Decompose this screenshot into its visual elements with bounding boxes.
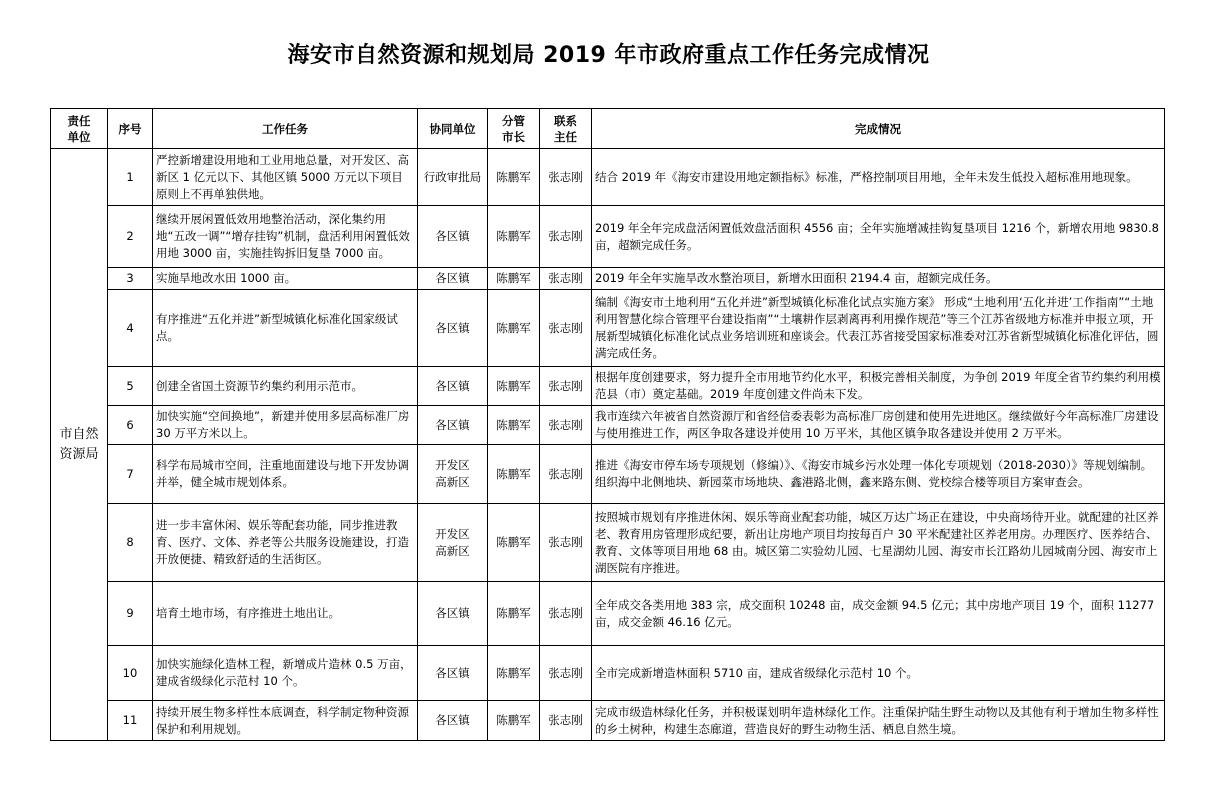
row-coop: 各区镇 bbox=[418, 206, 488, 268]
table-row bbox=[51, 646, 1165, 701]
row-coop: 行政审批局 bbox=[418, 149, 488, 206]
row-result: 我市连续六年被省自然资源厅和省经信委表彰为高标准厂房创建和使用先进地区。继续做好今年高标准厂房建设与使用推进工作，两区争取各建设并使用 10 万平米，其他区镇争取各建设并使用 2 万平米。 bbox=[592, 406, 1165, 445]
row-coop: 各区镇 bbox=[418, 367, 488, 406]
row-result: 完成市级造林绿化任务，并积极谋划明年造林绿化工作。注重保护陆生野生动物以及其他有利于增加生物多样性的乡土树种，构建生态廊道，营造良好的野生动物生活、栖息自然生境。 bbox=[592, 701, 1165, 741]
header-no: 序号 bbox=[108, 109, 153, 149]
task-table bbox=[50, 108, 1165, 741]
row-mayor: 陈鹏军 bbox=[488, 701, 540, 741]
row-result: 全年成交各类用地 383 宗，成交面积 10248 亩，成交金额 94.5 亿元；其中房地产项目 19 个，面积 11277 亩，成交金额 46.16 亿元。 bbox=[592, 582, 1165, 646]
row-no: 6 bbox=[108, 406, 153, 445]
table-row bbox=[51, 367, 1165, 406]
row-mayor: 陈鹏军 bbox=[488, 268, 540, 290]
row-no: 10 bbox=[108, 646, 153, 701]
row-task: 严控新增建设用地和工业用地总量，对开发区、高新区 1 亿元以下、其他区镇 5000 万元以下项目原则上不再单独供地。 bbox=[153, 149, 418, 206]
responsible-unit-cell: 市自然资源局 bbox=[51, 149, 108, 741]
row-mayor: 陈鹏军 bbox=[488, 646, 540, 701]
row-contact: 张志刚 bbox=[540, 367, 592, 406]
row-mayor: 陈鹏军 bbox=[488, 149, 540, 206]
header-mayor: 分管 市长 bbox=[488, 109, 540, 149]
row-result: 全市完成新增造林面积 5710 亩，建成省级绿化示范村 10 个。 bbox=[592, 646, 1165, 701]
table-row bbox=[51, 582, 1165, 646]
row-task: 加快实施“空间换地”，新建并使用多层高标准厂房 30 万平方米以上。 bbox=[153, 406, 418, 445]
row-result: 推进《海安市停车场专项规划（修编）》、《海安市城乡污水处理一体化专项规划（2018-2030）》等规划编制。组织海中北侧地块、新园菜市场地块、鑫港路北侧，鑫来路东侧、党校综合楼等项目方案审查会。 bbox=[592, 445, 1165, 504]
row-no: 11 bbox=[108, 701, 153, 741]
row-coop: 开发区 高新区 bbox=[418, 445, 488, 504]
row-no: 2 bbox=[108, 206, 153, 268]
row-no: 8 bbox=[108, 504, 153, 582]
table-row bbox=[51, 290, 1165, 367]
row-task: 有序推进“五化并进”新型城镇化标准化国家级试点。 bbox=[153, 290, 418, 367]
row-contact: 张志刚 bbox=[540, 290, 592, 367]
row-contact: 张志刚 bbox=[540, 582, 592, 646]
row-task: 培育土地市场，有序推进土地出让。 bbox=[153, 582, 418, 646]
row-result: 2019 年全年实施旱改水整治项目，新增水田面积 2194.4 亩，超额完成任务。 bbox=[592, 268, 1165, 290]
table-row bbox=[51, 206, 1165, 268]
row-result: 2019 年全年完成盘活闲置低效盘活面积 4556 亩；全年实施增减挂钩复垦项目 1216 个，新增农用地 9830.8 亩，超额完成任务。 bbox=[592, 206, 1165, 268]
table-row bbox=[51, 406, 1165, 445]
row-result: 按照城市规划有序推进休闲、娱乐等商业配套功能，城区万达广场正在建设，中央商场待开业。就配建的社区养老、教育用房管理形成纪要，新出让房地产项目均按每百户 30 平米配建社区养老用房。办理医疗、医养结合、教育、文体等项目用地 68 由。城区第二实验幼儿园、七星湖幼儿园、海安市长江路幼儿园城南分园、海安市上湖医院有序推进。 bbox=[592, 504, 1165, 582]
page-title: 海安市自然资源和规划局 2019 年市政府重点工作任务完成情况 bbox=[287, 43, 930, 68]
row-coop: 各区镇 bbox=[418, 406, 488, 445]
row-coop: 开发区 高新区 bbox=[418, 504, 488, 582]
row-no: 1 bbox=[108, 149, 153, 206]
row-mayor: 陈鹏军 bbox=[488, 367, 540, 406]
row-coop: 各区镇 bbox=[418, 646, 488, 701]
row-contact: 张志刚 bbox=[540, 504, 592, 582]
row-contact: 张志刚 bbox=[540, 149, 592, 206]
row-task: 加快实施绿化造林工程，新增成片造林 0.5 万亩，建成省级绿化示范村 10 个。 bbox=[153, 646, 418, 701]
row-mayor: 陈鹏军 bbox=[488, 504, 540, 582]
row-no: 4 bbox=[108, 290, 153, 367]
row-contact: 张志刚 bbox=[540, 206, 592, 268]
row-mayor: 陈鹏军 bbox=[488, 445, 540, 504]
row-coop: 各区镇 bbox=[418, 582, 488, 646]
row-coop: 各区镇 bbox=[418, 268, 488, 290]
header-unit: 责任 单位 bbox=[51, 109, 108, 149]
row-contact: 张志刚 bbox=[540, 701, 592, 741]
row-task: 实施旱地改水田 1000 亩。 bbox=[153, 268, 418, 290]
row-mayor: 陈鹏军 bbox=[488, 290, 540, 367]
row-result: 编制《海安市土地利用“五化并进”新型城镇化标准化试点实施方案》 形成“土地利用‘五化并进’工作指南”“土地利用智慧化综合管理平台建设指南”“土壤耕作层剥离再利用操作规范”等三个江苏省级地方标准并申报立项，开展新型城镇化标准化试点业务培训班和座谈会。代表江苏省接受国家标准委对江苏省新型城镇化标准化评估，圆满完成任务。 bbox=[592, 290, 1165, 367]
row-coop: 各区镇 bbox=[418, 290, 488, 367]
row-task: 进一步丰富休闲、娱乐等配套功能，同步推进教育、医疗、文体、养老等公共服务设施建设，打造开放便捷、精致舒适的生活街区。 bbox=[153, 504, 418, 582]
table-row bbox=[51, 149, 1165, 206]
row-task: 科学布局城市空间，注重地面建设与地下开发协调并举，健全城市规划体系。 bbox=[153, 445, 418, 504]
row-task: 创建全省国土资源节约集约利用示范市。 bbox=[153, 367, 418, 406]
row-result: 根据年度创建要求，努力提升全市用地节约化水平，积极完善相关制度，为争创 2019 年度全省节约集约利用模范县（市）奠定基础。2019 年度创建文件尚未下发。 bbox=[592, 367, 1165, 406]
table-row bbox=[51, 445, 1165, 504]
header-coop: 协同单位 bbox=[418, 109, 488, 149]
row-mayor: 陈鹏军 bbox=[488, 406, 540, 445]
row-no: 9 bbox=[108, 582, 153, 646]
row-no: 5 bbox=[108, 367, 153, 406]
row-no: 7 bbox=[108, 445, 153, 504]
table-header-row bbox=[51, 109, 1165, 149]
row-no: 3 bbox=[108, 268, 153, 290]
table-row bbox=[51, 701, 1165, 741]
row-coop: 各区镇 bbox=[418, 701, 488, 741]
row-contact: 张志刚 bbox=[540, 445, 592, 504]
row-mayor: 陈鹏军 bbox=[488, 582, 540, 646]
table-row bbox=[51, 504, 1165, 582]
row-contact: 张志刚 bbox=[540, 268, 592, 290]
row-contact: 张志刚 bbox=[540, 406, 592, 445]
table-row bbox=[51, 268, 1165, 290]
row-result: 结合 2019 年《海安市建设用地定额指标》标准，严格控制项目用地，全年未发生低投入超标准用地现象。 bbox=[592, 149, 1165, 206]
row-task: 继续开展闲置低效用地整治活动，深化集约用地“五改一调”“增存挂钩”机制，盘活利用闲置低效用地 3000 亩，实施挂钩拆旧复垦 7000 亩。 bbox=[153, 206, 418, 268]
header-contact: 联系 主任 bbox=[540, 109, 592, 149]
row-contact: 张志刚 bbox=[540, 646, 592, 701]
row-task: 持续开展生物多样性本底调查，科学制定物种资源保护和利用规划。 bbox=[153, 701, 418, 741]
row-mayor: 陈鹏军 bbox=[488, 206, 540, 268]
header-task: 工作任务 bbox=[153, 109, 418, 149]
header-result: 完成情况 bbox=[592, 109, 1165, 149]
